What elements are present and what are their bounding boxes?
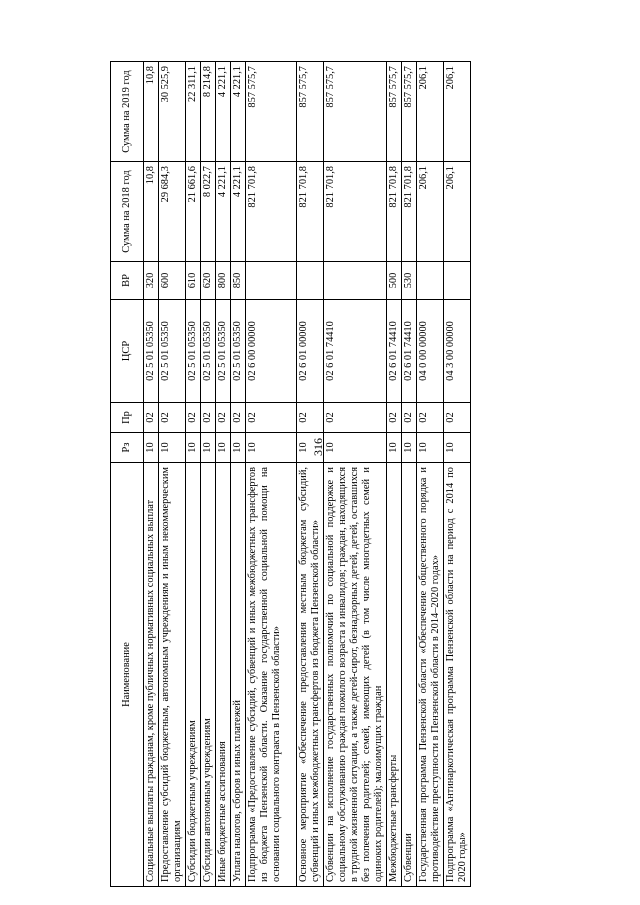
row-name: Государственная программа Пензенской области «Обеспечение общественного порядка и противодействие преступности в Пензенской области в 2014–2020 годах» [417, 463, 444, 887]
page-number: 316 [311, 438, 325, 456]
row-sum-2019: 857 575,7 [297, 62, 324, 162]
row-csr: 02 5 01 05350 [144, 300, 159, 403]
row-rz: 10 [201, 433, 216, 463]
row-sum-2019: 206,1 [444, 62, 471, 162]
row-pr: 02 [387, 403, 402, 433]
row-sum-2018: 10,8 [144, 162, 159, 262]
table-row [246, 62, 297, 887]
row-rz: 10 [216, 433, 231, 463]
row-rz: 10 [402, 433, 417, 463]
row-sum-2018: 4 221,1 [231, 162, 246, 262]
row-pr: 02 [297, 403, 324, 433]
table-row [159, 62, 186, 887]
table-row [417, 62, 444, 887]
table-row [324, 62, 387, 887]
row-name: Основное мероприятие «Обеспечение предоставления местным бюджетам субсидий, субвенций и иных межбюджетных трансфертов из бюджета Пензенской области» [297, 463, 324, 887]
row-name: Субвенции на исполнение государственных полномочий по социальной поддержке и социальному обслуживанию граждан пожилого возраста и инвалидов; граждан, находящихся в трудной жизненной ситуации, а также детей-сирот, безнадзорных детей, детей, оставшихся без попечения родителей; семей, имеющих детей (в том числе многодетных семей и одиноких родителей); малоимущих граждан [324, 463, 387, 887]
header-name: Наименование [111, 463, 144, 887]
row-csr: 02 5 01 05350 [159, 300, 186, 403]
row-vr: 850 [231, 262, 246, 300]
row-csr: 02 5 01 05350 [231, 300, 246, 403]
row-vr: 500 [387, 262, 402, 300]
row-sum-2019: 4 221,1 [216, 62, 231, 162]
row-name: Субсидии автономным учреждениям [201, 463, 216, 887]
table-header-row [111, 62, 144, 887]
row-sum-2018: 821 701,8 [387, 162, 402, 262]
row-pr: 02 [144, 403, 159, 433]
row-sum-2019: 857 575,7 [246, 62, 297, 162]
row-rz: 10 [144, 433, 159, 463]
header-vr: ВР [111, 262, 144, 300]
row-pr: 02 [402, 403, 417, 433]
row-sum-2018: 8 022,7 [201, 162, 216, 262]
table-row [144, 62, 159, 887]
row-csr: 02 6 01 74410 [324, 300, 387, 403]
row-rz: 10 [186, 433, 201, 463]
row-csr: 02 5 01 05350 [216, 300, 231, 403]
row-sum-2018: 206,1 [444, 162, 471, 262]
budget-table-container [110, 62, 525, 887]
row-sum-2019: 8 214,8 [201, 62, 216, 162]
row-csr: 02 5 01 05350 [186, 300, 201, 403]
table-row [387, 62, 402, 887]
row-vr [297, 262, 324, 300]
row-vr: 600 [159, 262, 186, 300]
row-rz: 10 [444, 433, 471, 463]
row-pr: 02 [324, 403, 387, 433]
row-sum-2018: 206,1 [417, 162, 444, 262]
table-row [444, 62, 471, 887]
row-sum-2018: 821 701,8 [324, 162, 387, 262]
row-sum-2019: 857 575,7 [324, 62, 387, 162]
row-rz: 10 [231, 433, 246, 463]
row-name: Подпрограмма «Предоставление субсидий, субвенций и иных межбюджетных трансфертов из бюджета Пензенской области. Оказание государственной социальной помощи на основании социального контракта в Пензенской области» [246, 463, 297, 887]
row-sum-2019: 30 525,9 [159, 62, 186, 162]
row-sum-2018: 21 661,6 [186, 162, 201, 262]
table-row [216, 62, 231, 887]
row-sum-2018: 4 221,1 [216, 162, 231, 262]
row-name: Предоставление субсидий бюджетным, автономным учреждениям и иным некоммерческим организациям [159, 463, 186, 887]
row-pr: 02 [159, 403, 186, 433]
row-csr: 02 6 01 74410 [402, 300, 417, 403]
table-row [297, 62, 324, 887]
header-sum-2019: Сумма на 2019 год [111, 62, 144, 162]
row-csr: 02 6 01 00000 [297, 300, 324, 403]
table-row [231, 62, 246, 887]
row-vr: 610 [186, 262, 201, 300]
row-sum-2018: 821 701,8 [246, 162, 297, 262]
row-vr: 530 [402, 262, 417, 300]
table-row [402, 62, 417, 887]
row-pr: 02 [444, 403, 471, 433]
row-rz: 10 [387, 433, 402, 463]
header-csr: ЦСР [111, 300, 144, 403]
row-sum-2019: 22 311,1 [186, 62, 201, 162]
row-name: Уплата налогов, сборов и иных платежей [231, 463, 246, 887]
row-rz: 10 [324, 433, 387, 463]
row-csr: 02 6 01 74410 [387, 300, 402, 403]
table-row [186, 62, 201, 887]
row-name: Субсидии бюджетным учреждениям [186, 463, 201, 887]
row-csr: 04 0 00 00000 [417, 300, 444, 403]
row-pr: 02 [216, 403, 231, 433]
row-pr: 02 [231, 403, 246, 433]
row-rz: 10 [159, 433, 186, 463]
row-pr: 02 [417, 403, 444, 433]
row-pr: 02 [246, 403, 297, 433]
row-sum-2018: 821 701,8 [297, 162, 324, 262]
budget-table [110, 61, 471, 887]
row-csr: 02 5 01 05350 [201, 300, 216, 403]
row-vr: 620 [201, 262, 216, 300]
row-vr [417, 262, 444, 300]
row-sum-2019: 10,8 [144, 62, 159, 162]
row-name: Социальные выплаты гражданам, кроме публичных нормативных социальных выплат [144, 463, 159, 887]
row-vr [444, 262, 471, 300]
row-rz: 10 [297, 433, 324, 463]
row-sum-2019: 857 575,7 [402, 62, 417, 162]
row-name: Субвенции [402, 463, 417, 887]
row-name: Межбюджетные трансферты [387, 463, 402, 887]
row-vr [324, 262, 387, 300]
header-pr: Пр [111, 403, 144, 433]
row-sum-2019: 857 575,7 [387, 62, 402, 162]
row-rz: 10 [417, 433, 444, 463]
row-csr: 04 3 00 00000 [444, 300, 471, 403]
row-vr [246, 262, 297, 300]
row-sum-2018: 821 701,8 [402, 162, 417, 262]
row-name: Подпрограмма «Антинаркотическая программа Пензенской области на период с 2014 по 2020 годы» [444, 463, 471, 887]
row-vr: 320 [144, 262, 159, 300]
header-rz: Рз [111, 433, 144, 463]
table-row [201, 62, 216, 887]
row-sum-2019: 4 221,1 [231, 62, 246, 162]
row-sum-2018: 29 684,3 [159, 162, 186, 262]
row-sum-2019: 206,1 [417, 62, 444, 162]
row-vr: 800 [216, 262, 231, 300]
header-sum-2018: Сумма на 2018 год [111, 162, 144, 262]
row-rz: 10 [246, 433, 297, 463]
row-csr: 02 6 00 00000 [246, 300, 297, 403]
row-name: Иные бюджетные ассигнования [216, 463, 231, 887]
row-pr: 02 [201, 403, 216, 433]
row-pr: 02 [186, 403, 201, 433]
